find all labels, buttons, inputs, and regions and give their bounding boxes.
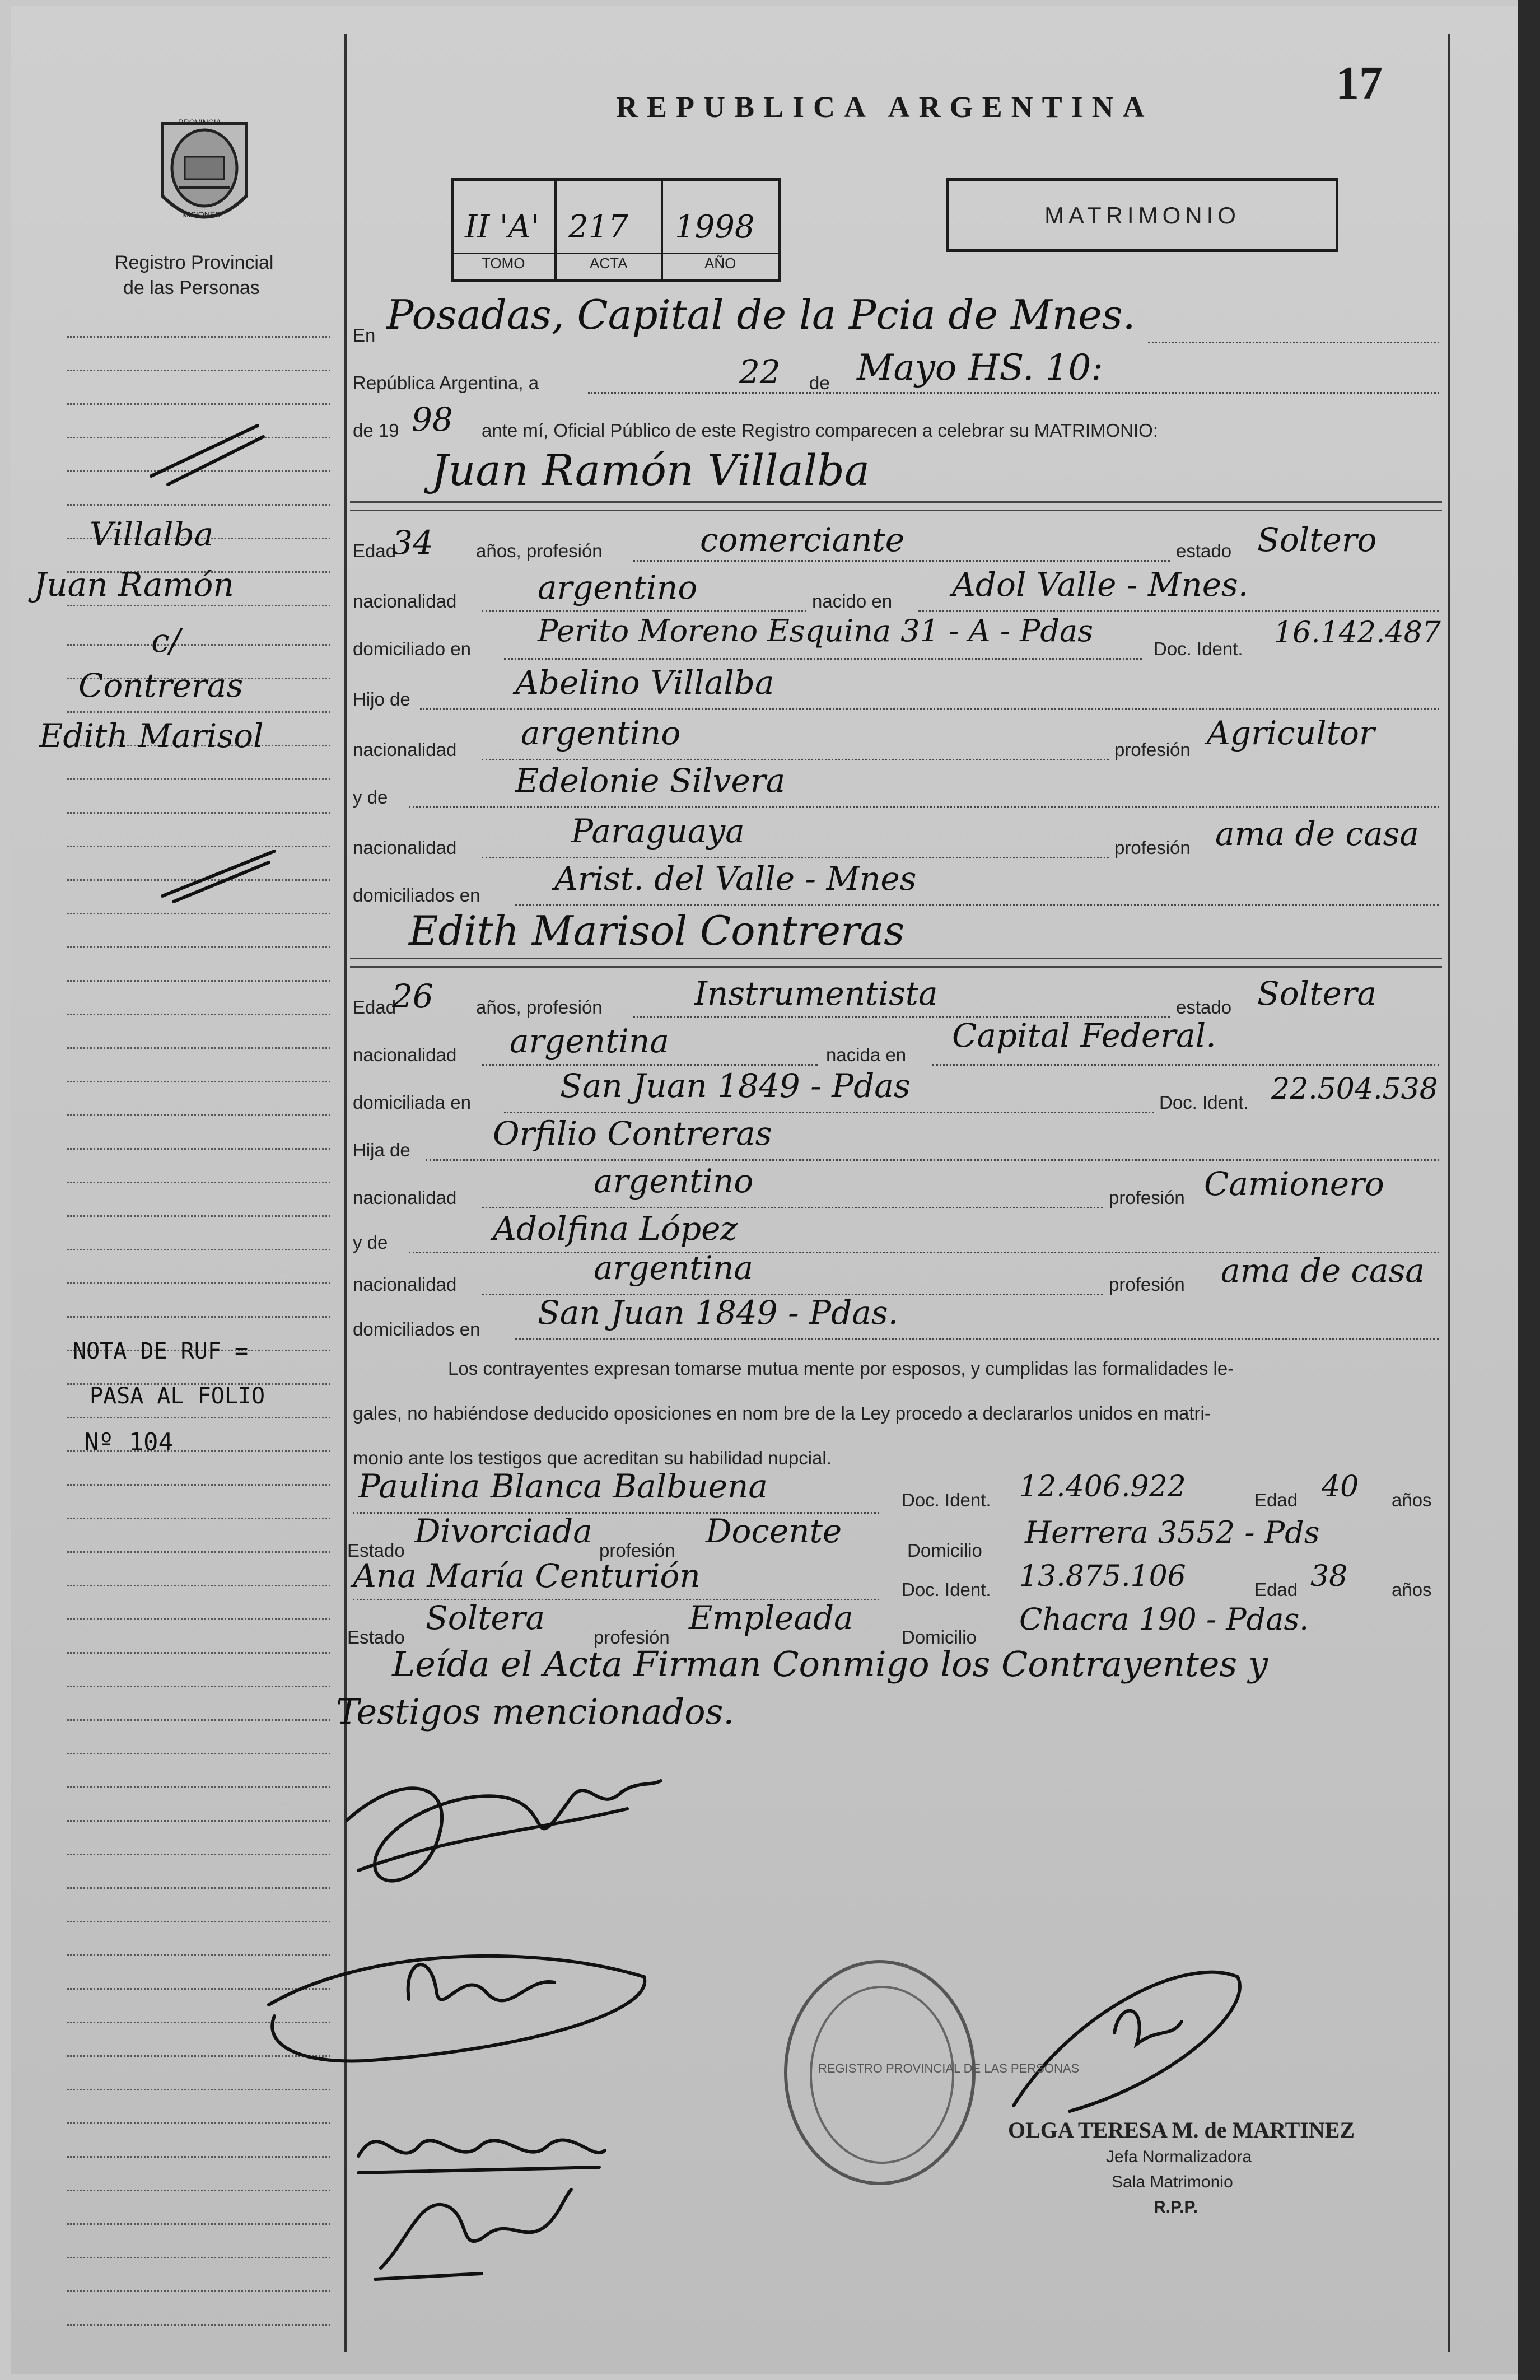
groom-estado: Soltero bbox=[1257, 521, 1377, 559]
bride-hija-label: Hija de bbox=[353, 1140, 410, 1160]
groom-anos-label: años, profesión bbox=[476, 540, 603, 561]
registry-line-1: Registro Provincial bbox=[115, 252, 274, 273]
groom-padre-nac-label: nacionalidad bbox=[353, 739, 457, 760]
witness1-doc: 12.406.922 bbox=[1019, 1470, 1186, 1504]
registry-line-2: de las Personas bbox=[123, 277, 260, 298]
intro-text: ante mí, Oficial Público de este Registro comparecen a celebrar su MATRIMONIO: bbox=[482, 420, 1159, 441]
marriage-place: Posadas, Capital de la Pcia de Mnes. bbox=[386, 291, 1136, 338]
witness2-estado: Soltera bbox=[426, 1599, 545, 1637]
marriage-year-suffix: 98 bbox=[412, 400, 453, 438]
witness1-estado-label: Estado bbox=[347, 1540, 405, 1561]
groom-name: Juan Ramón Villalba bbox=[431, 445, 870, 495]
marriage-month-time: Mayo HS. 10: bbox=[857, 347, 1103, 389]
witness2-dom-label: Domicilio bbox=[902, 1627, 977, 1648]
bride-edad: 26 bbox=[392, 977, 433, 1015]
bride-padres-dom: San Juan 1849 - Pdas. bbox=[538, 1294, 899, 1332]
witness1-estado: Divorciada bbox=[414, 1512, 592, 1550]
witness2-prof-label: profesión bbox=[594, 1627, 670, 1648]
groom-nac-label: nacionalidad bbox=[353, 591, 457, 612]
bride-domicilio: San Juan 1849 - Pdas bbox=[560, 1067, 911, 1105]
witness2-name: Ana María Centurión bbox=[353, 1557, 701, 1595]
groom-dom-label: domiciliado en bbox=[353, 638, 471, 659]
official-title: Jefa Normalizadora bbox=[1106, 2148, 1252, 2166]
emblem-top-text: PROVINCIA bbox=[178, 118, 222, 127]
bride-estado-label: estado bbox=[1176, 997, 1232, 1018]
witness1-name: Paulina Blanca Balbuena bbox=[358, 1467, 768, 1505]
witness1-dom-label: Domicilio bbox=[907, 1540, 982, 1561]
groom-signature bbox=[336, 1747, 672, 1915]
bride-profesion: Instrumentista bbox=[694, 974, 938, 1012]
closing-line-1: Leída el Acta Firman Conmigo los Contrayentes y bbox=[392, 1644, 1268, 1684]
groom-nacionalidad: argentino bbox=[538, 568, 698, 606]
bride-doc: 22.504.538 bbox=[1271, 1072, 1438, 1106]
de-label: de bbox=[809, 372, 830, 393]
margin-note-1: NOTA DE RUF = bbox=[73, 1338, 249, 1364]
witness2-estado-label: Estado bbox=[347, 1627, 405, 1648]
witness1-profesion: Docente bbox=[706, 1512, 842, 1550]
bride-madre: Adolfina López bbox=[493, 1210, 738, 1248]
groom-nacido: Adol Valle - Mnes. bbox=[952, 566, 1249, 604]
official-name: OLGA TERESA M. de MARTINEZ bbox=[1008, 2117, 1355, 2143]
witness1-doc-label: Doc. Ident. bbox=[902, 1490, 991, 1510]
marriage-day: 22 bbox=[739, 353, 781, 391]
seal-text: REGISTRO PROVINCIAL DE LAS PERSONAS bbox=[818, 2061, 1080, 2075]
groom-madre-prof-label: profesión bbox=[1114, 837, 1191, 858]
groom-profesion: comerciante bbox=[700, 521, 905, 559]
witness2-domicilio: Chacra 190 - Pdas. bbox=[1019, 1602, 1309, 1637]
margin-c: c/ bbox=[151, 622, 181, 660]
groom-madre-nac: Paraguaya bbox=[571, 812, 745, 850]
acta-label: ACTA bbox=[590, 255, 628, 272]
witness2-doc-label: Doc. Ident. bbox=[902, 1579, 991, 1600]
margin-surname: Villalba bbox=[90, 515, 214, 553]
groom-padres-dom: Arist. del Valle - Mnes bbox=[554, 860, 917, 898]
record-type-box bbox=[946, 178, 1338, 252]
acta-value: 217 bbox=[568, 209, 628, 245]
bride-nacida: Capital Federal. bbox=[952, 1016, 1216, 1054]
bride-padre-nac: argentino bbox=[594, 1162, 754, 1200]
declaration-line-1: Los contrayentes expresan tomarse mutua mente por esposos, y cumplidas las formalidades le- bbox=[448, 1358, 1234, 1379]
official-office: Sala Matrimonio bbox=[1112, 2173, 1233, 2191]
bride-padre-prof: Camionero bbox=[1204, 1165, 1384, 1203]
groom-madre: Edelonie Silvera bbox=[515, 762, 786, 800]
bride-signature bbox=[252, 1926, 672, 2083]
witness1-edad-label: Edad bbox=[1254, 1490, 1298, 1510]
groom-hijo-label: Hijo de bbox=[353, 689, 410, 710]
tomo-label: TOMO bbox=[482, 255, 525, 272]
margin-given-names: Juan Ramón bbox=[34, 566, 234, 604]
bride-estado: Soltera bbox=[1257, 974, 1377, 1012]
declaration-line-2: gales, no habiéndose deducido oposiciones en nom bre de la Ley procedo a declararlos unidos en matri- bbox=[353, 1403, 1211, 1424]
witness1-edad: 40 bbox=[1322, 1470, 1359, 1504]
anio-label: AÑO bbox=[704, 255, 736, 272]
margin-bride-given: Edith Marisol bbox=[39, 717, 264, 755]
groom-domicilio: Perito Moreno Esquina 31 - A - Pdas bbox=[538, 613, 1093, 648]
margin-tick-mark-2 bbox=[157, 840, 280, 907]
margin-note-3: Nº 104 bbox=[84, 1428, 173, 1457]
witness2-signature bbox=[370, 2173, 582, 2285]
groom-padre-nac: argentino bbox=[521, 714, 681, 752]
province-emblem-icon bbox=[151, 112, 258, 241]
groom-padre-prof: Agricultor bbox=[1207, 714, 1375, 752]
bride-madre-prof: ama de casa bbox=[1221, 1252, 1425, 1290]
bride-madre-prof-label: profesión bbox=[1109, 1274, 1185, 1295]
bride-nac-label: nacionalidad bbox=[353, 1044, 457, 1065]
groom-doc: 16.142.487 bbox=[1274, 616, 1441, 650]
witness1-prof-label: profesión bbox=[599, 1540, 675, 1561]
page-number: 17 bbox=[1336, 57, 1383, 109]
bride-padre-prof-label: profesión bbox=[1109, 1187, 1185, 1208]
bride-doc-label: Doc. Ident. bbox=[1159, 1092, 1249, 1113]
bride-anos-label: años, profesión bbox=[476, 997, 603, 1018]
official-seal bbox=[784, 1960, 1080, 2185]
witness1-anos-label: años bbox=[1392, 1490, 1432, 1510]
tomo-value: II 'A' bbox=[465, 209, 540, 245]
bride-padre-nac-label: nacionalidad bbox=[353, 1187, 457, 1208]
bride-padre: Orfilio Contreras bbox=[493, 1114, 772, 1152]
bride-nacionalidad: argentina bbox=[510, 1022, 669, 1060]
bride-nacida-label: nacida en bbox=[826, 1044, 907, 1065]
en-label: En bbox=[353, 325, 376, 346]
witness1-domicilio: Herrera 3552 - Pds bbox=[1025, 1515, 1320, 1550]
margin-tick-mark bbox=[146, 414, 269, 493]
country-title: REPUBLICA ARGENTINA bbox=[616, 90, 1154, 124]
bride-yde-label: y de bbox=[353, 1232, 388, 1253]
groom-edad: 34 bbox=[392, 524, 433, 562]
anio-value: 1998 bbox=[675, 209, 755, 245]
bride-edad-label: Edad bbox=[353, 997, 396, 1018]
declaration-line-3: monio ante los testigos que acreditan su habilidad nupcial. bbox=[353, 1448, 832, 1468]
right-rule bbox=[1448, 34, 1450, 2352]
groom-madre-prof: ama de casa bbox=[1215, 815, 1419, 853]
bride-dom-label: domiciliada en bbox=[353, 1092, 471, 1113]
margin-note-2: PASA AL FOLIO bbox=[90, 1383, 265, 1409]
witness2-doc: 13.875.106 bbox=[1019, 1560, 1186, 1593]
groom-nacido-label: nacido en bbox=[812, 591, 893, 612]
bride-doms-label: domiciliados en bbox=[353, 1319, 480, 1340]
groom-doc-label: Doc. Ident. bbox=[1154, 638, 1243, 659]
closing-line-2: Testigos mencionados. bbox=[336, 1691, 735, 1732]
witness2-edad-label: Edad bbox=[1254, 1579, 1298, 1600]
year-prefix: de 19 bbox=[353, 420, 399, 441]
groom-doms-label: domiciliados en bbox=[353, 885, 480, 906]
witness2-edad: 38 bbox=[1310, 1560, 1348, 1593]
bride-name: Edith Marisol Contreras bbox=[409, 907, 905, 954]
republica-label: República Argentina, a bbox=[353, 372, 539, 393]
tomo-acta-anio-box bbox=[451, 178, 781, 282]
record-type: MATRIMONIO bbox=[1044, 202, 1240, 228]
bride-madre-nac: argentina bbox=[594, 1249, 753, 1287]
witness2-anos-label: años bbox=[1392, 1579, 1432, 1600]
groom-padre-prof-label: profesión bbox=[1114, 739, 1191, 760]
groom-estado-label: estado bbox=[1176, 540, 1232, 561]
witness2-profesion: Empleada bbox=[689, 1599, 853, 1637]
official-abbr: R.P.P. bbox=[1154, 2198, 1198, 2216]
bride-madre-nac-label: nacionalidad bbox=[353, 1274, 457, 1295]
groom-edad-label: Edad bbox=[353, 540, 396, 561]
groom-yde-label: y de bbox=[353, 787, 388, 808]
emblem-bottom-text: MISIONES bbox=[182, 210, 221, 219]
margin-bride-surname: Contreras bbox=[78, 666, 244, 704]
groom-madre-nac-label: nacionalidad bbox=[353, 837, 457, 858]
binding-edge bbox=[1518, 0, 1540, 2380]
groom-padre: Abelino Villalba bbox=[515, 664, 774, 702]
official-signature bbox=[1002, 1949, 1254, 2128]
